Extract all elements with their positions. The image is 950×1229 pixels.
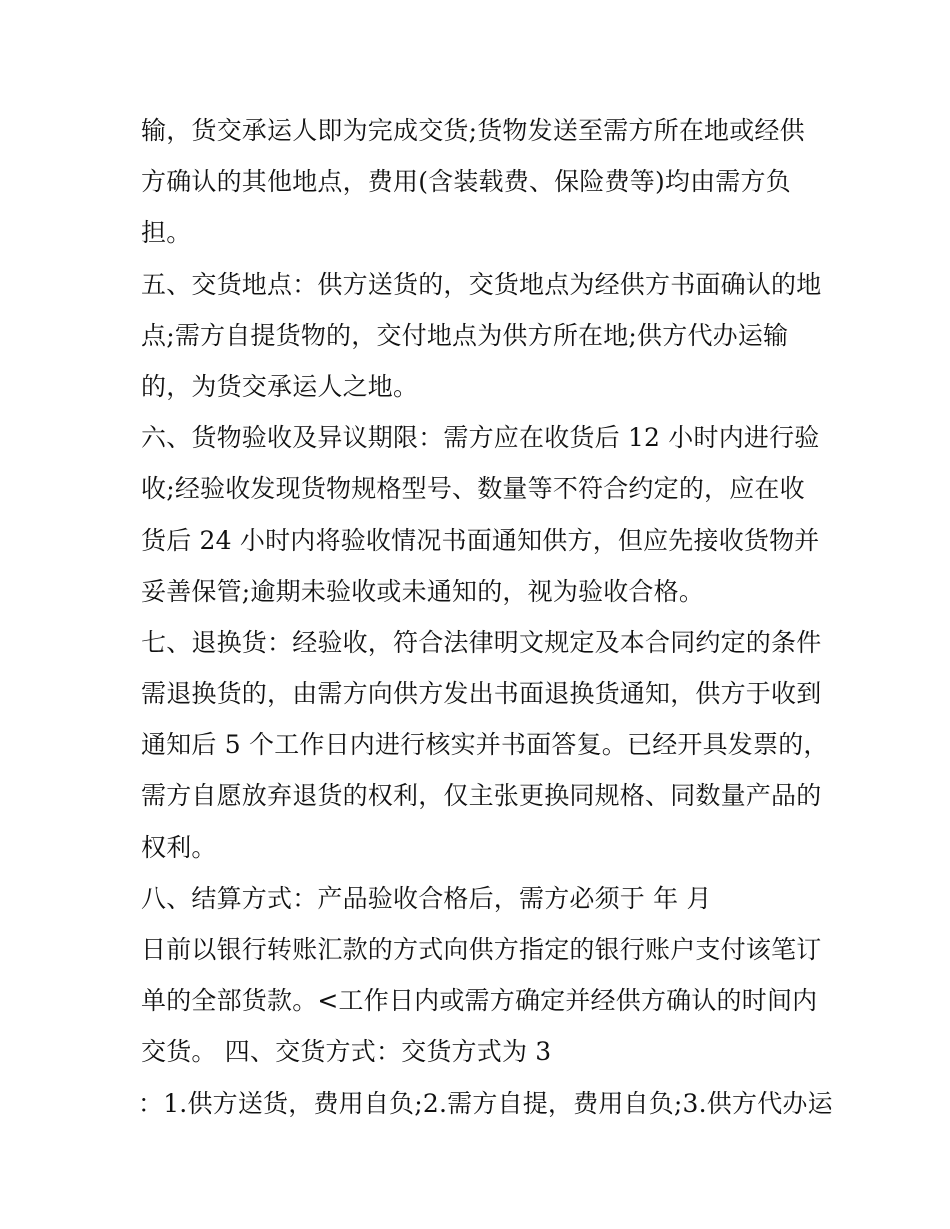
text-line: 需方自愿放弃退货的权利，仅主张更换同规格、同数量产品的 (141, 781, 822, 811)
text-line: 方确认的其他地点，费用(含装载费、保险费等)均由需方负 (141, 167, 791, 197)
text-line: 需退换货的，由需方向供方发出书面退换货通知，供方于收到 (141, 679, 822, 709)
text-line: 日前以银行转账汇款的方式向供方指定的银行账户支付该笔订 (141, 935, 822, 964)
text-line: 担。 (141, 218, 192, 248)
text-line: 交货。 四、交货方式：交货方式为 3 (141, 1037, 552, 1067)
text-line: 输，货交承运人即为完成交货;货物发送至需方所在地或经供 (141, 116, 805, 145)
text-line: 单的全部货款。<工作日内或需方确定并经供方确认的时间内 (141, 986, 818, 1016)
text-line: 六、货物验收及异议期限：需方应在收货后 12 小时内进行验 (141, 423, 820, 453)
text-line: 八、结算方式：产品验收合格后，需方必须于 年 月 (141, 883, 712, 913)
text-line: 妥善保管;逾期未验收或未通知的，视为验收合格。 (141, 576, 705, 606)
text-line: 收;经验收发现货物规格型号、数量等不符合约定的，应在收 (141, 474, 805, 504)
text-line: 五、交货地点：供方送货的，交货地点为经供方书面确认的地 (141, 269, 822, 299)
text-line: 权利。 (141, 832, 217, 862)
text-line: 通知后 5 个工作日内进行核实并书面答复。已经开具发票的， (141, 730, 829, 760)
text-line: 七、退换货：经验收，符合法律明文规定及本合同约定的条件 (141, 627, 822, 657)
text-line: 货后 24 小时内将验收情况书面通知供方，但应先接收货物并 (141, 525, 820, 555)
text-line: ：1.供方送货，费用自负;2.需方自提，费用自负;3.供方代办运 (138, 1088, 833, 1118)
text-line: 的，为货交承运人之地。 (141, 371, 419, 401)
document-body (138, 105, 841, 1129)
text-line: 点;需方自提货物的，交付地点为供方所在地;供方代办运输 (141, 320, 789, 350)
